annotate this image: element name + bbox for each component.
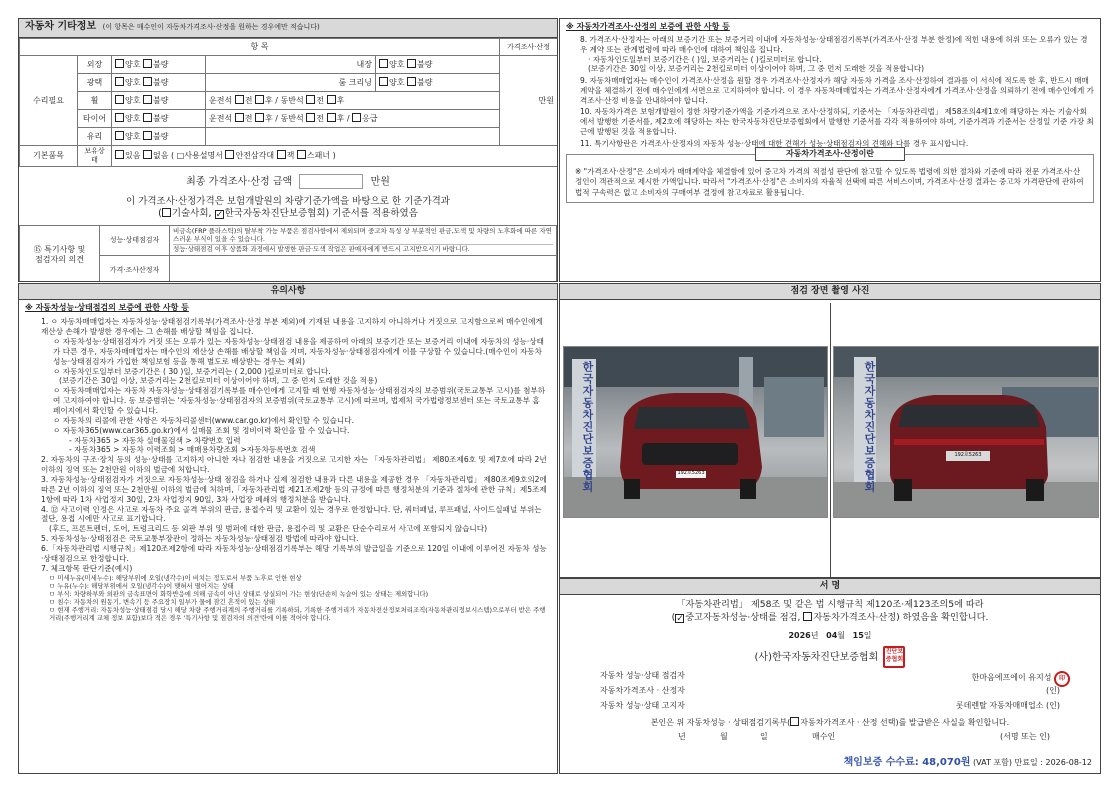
notice-p4: ㅇ 자동차매매업자는 자동차 자동차성능·상태점검기록부를 매수인에게 고지할 때 현행 자동차성능·상태점검자의 보증범위(국토교통부 고시)를 첨부하여 고지하여야 합니다. 동 보증범위는 '자동차성능·상태점검자의 보증범위(국토교통부 고시)에 따르며, 법제처 국가법령정보센터 또는 국토교통부 홈페이지에서 확인할 수 있습니다. [53, 386, 546, 415]
inspection-photo-rear[interactable] [833, 346, 1099, 518]
confirm-line: 본인은 위 자동차성능 · 상태점검기록부( 자동차가격조사 · 산정 선택)를 발급받은 사실을 확인합니다. [650, 718, 1010, 727]
notice-p12: 7. 체크항목 판단기준(예시) [41, 563, 133, 573]
final-price-unit: 만원 [370, 176, 390, 187]
notice-s1: ㅁ 미세누유(미세누수): 해당부위에 오일(냉각수)이 비치는 정도로서 부품 노후로 인한 현상 [49, 573, 302, 582]
inspector-seal: 印 [1054, 671, 1070, 687]
role1-label: 자동차 성능·상태 점검자 [600, 671, 685, 680]
special-notes-table [19, 225, 557, 282]
notice-p6a: - 자동차365 > 자동차 실매물검색 > 차량번호 입력 [69, 435, 241, 445]
spanner-checkbox[interactable] [297, 150, 306, 159]
basic-have-checkbox[interactable] [115, 150, 124, 159]
fee-vat: (VAT 포함) [973, 757, 1012, 767]
exterior-good-checkbox[interactable] [115, 59, 124, 68]
row-tire-label: 타이어 [78, 110, 112, 128]
tire-driver-rear-checkbox[interactable] [255, 113, 264, 122]
price-guarantee-heading: ※ 자동차가격조사·산정의 보증에 관한 사항 등 [566, 22, 730, 31]
price-definition-box [566, 149, 1094, 202]
other-info-subtitle: (이 항목은 매수인이 자동차가격조사·산정을 원하는 경우에만 적습니다) [102, 23, 320, 31]
repair-needed-label: 수리필요 [20, 56, 78, 146]
role2-label: 자동차가격조사 · 산정자 [600, 686, 685, 695]
signature-panel [559, 578, 1101, 774]
wheel-passenger-rear-checkbox[interactable] [327, 95, 336, 104]
fee-expire: 만료일 : 2026-08-12 [1014, 757, 1092, 767]
item-8-sub1: · 자동차인도일부터 보증기간은 ( )일, 보증거리는 ( )킬로미터로 합니다. [588, 54, 822, 64]
notice-s5: ㅁ 현재 주행거리: 자동차성능·상태점검 당시 해당 차량 주행거리계의 주행거리를 기록하되, 기록한 주행거리가 자동차전산정보처리조직(자동차관리정보시스템)으로부터 받은 주행거리(주행거리계 교체 정보 포함)보다 적은 경우 '특기사항 및 점검자의 의견'란에 이를 적어야 합니다. [49, 605, 546, 622]
gloss-options: 양호 불량 [112, 74, 206, 92]
photo-head: 점검 장면 촬영 사진 [560, 284, 1100, 300]
tire-position-options: 운전석 전 후 / 동반석 전 후 / 응급 [206, 110, 500, 128]
notice-p1: 1. ㅇ 자동차매매업자는 자동차성능·상태점검기록부(가격조사·산정 부분 제외)에 기재된 내용을 고지하지 아니하거나 거짓으로 고지함으로써 매수인에게 재산상 손해가 발생한 경우에는 그 손해를 배상할 책임을 집니다. [41, 317, 543, 337]
sign-date: 2026년 04월 15일 [788, 631, 872, 640]
final-price-row [19, 174, 557, 189]
tire-options: 양호 불량 [112, 110, 206, 128]
price-basis-line2: ( 기술사회, ✓ 한국자동차진단보증협회) 기준서를 적용하였음 [19, 208, 557, 221]
basic-none-checkbox[interactable] [143, 150, 152, 159]
notice-head: 유의사항 [19, 284, 557, 300]
item-11: 11. 특기사항란은 가격조사·산정자의 자동차 성능·상태에 대한 견해가 성능·상태점검자의 견해와 다를 경우 표시합니다. [580, 138, 969, 148]
buyer-signature[interactable]: (서명 또는 인) [1000, 732, 1050, 741]
buyer-line: 년 월 일 매수인 (서명 또는 인) [678, 732, 1050, 741]
price-guarantee-panel [559, 18, 1101, 282]
sign-roles [560, 671, 1100, 715]
basic-status-label: 보유상태 [78, 146, 112, 167]
notice-p8: 3. 자동차성능·상태점검자가 거짓으로 자동차성능·상태 점검을 하거나 실제 점검한 내용과 다른 내용을 제공한 경우 「자동차관리법」 제80조제9호의2에 따른 2년 이하의 징역 또는 2천만원 이하의 벌금에 처하며,「자동차관리법 제21조제2항 등의 규정에 따른 행정처분의 기준과 절차에 관한 규칙」제5조제1항에 따라 1차 사업정지 30일, 2차 사업정지 90일, 3차 사업장 폐쇄의 행정처분을 받습니다. [41, 475, 547, 504]
price-basis-line1: 이 가격조사·산정가격은 보험개발원의 차량기준가액을 바탕으로 한 기준가격과 [126, 195, 450, 207]
wheel-options: 양호 불량 [112, 92, 206, 110]
row-wheel-label: 휠 [78, 92, 112, 110]
sign-org-row [560, 646, 1100, 668]
glass-good-checkbox[interactable] [115, 131, 124, 140]
tire-emergency-checkbox[interactable] [352, 113, 361, 122]
notice-s4: ㅁ 침수: 자동차의 원동기, 변속기 등 주요장치 일부가 물에 잠긴 흔적이 있는 상태 [49, 597, 276, 606]
notice-s2: ㅁ 누유(누수): 해당부위에서 오일(냉각수)이 맺혀서 떨어지는 상태 [49, 581, 234, 590]
price-inspector-notes[interactable] [170, 255, 557, 282]
notice-p11: 6.「자동차관리법 시행규칙」제120조제2항에 따라 자동차성능·상태점검기록부는 해당 기록부의 발급일을 기준으로 120일 이내에 이루어진 자동차 성능·상태점검으로 한정합니다. [41, 544, 547, 563]
rear-photo-side-text: 한국자동차진단보증협회 [863, 361, 876, 493]
gloss-good-checkbox[interactable] [115, 77, 124, 86]
front-car-graphic [564, 347, 828, 518]
basic-items-options: 있음 없음 ( □사용설명서 안전삼각대 잭 스패너 ) [112, 146, 558, 167]
notice-p10: 5. 자동차성능·상태점검은 국토교통부장관이 정하는 자동차성능·상태점검 방법에 따라야 합니다. [41, 534, 359, 544]
used-car-inspection-checkbox[interactable] [675, 614, 684, 623]
role2-value: (인) [1046, 686, 1060, 695]
notice-p3: ㅇ 자동차인도일부터 보증기간은 ( 30 )일, 보증거리는 ( 2,000 )킬로미터로 합니다. [53, 366, 331, 376]
interior-good-checkbox[interactable] [379, 59, 388, 68]
tire-passenger-rear-checkbox[interactable] [327, 113, 336, 122]
header-price: 가격조사·산정 [500, 39, 558, 56]
tech-society-checkbox[interactable] [162, 208, 171, 217]
other-info-header [19, 19, 557, 38]
special-notes-label: ⑮ 특기사항 및 점검자의 의견 [20, 226, 100, 282]
room-clean-good-checkbox[interactable] [379, 77, 388, 86]
notice-heading: ※ 자동차성능·상태점검의 보증에 관한 사항 등 [25, 303, 189, 313]
jack-checkbox[interactable] [277, 150, 286, 159]
price-definition-title: 자동차가격조사·산정이란 [755, 147, 905, 161]
row-gloss-label: 광택 [78, 74, 112, 92]
front-photo-side-text: 한국자동차진단보증협회 [581, 361, 594, 493]
gloss-bad-checkbox[interactable] [143, 77, 152, 86]
rear-photo-plate: 192호5263 [954, 452, 982, 458]
item-8-sub2: (보증기간은 30일 이상, 보증거리는 2천킬로미터 이상이어야 하며, 그 중 먼저 도래한 것을 적용합니다) [588, 64, 925, 74]
room-clean-options: 양호 불량 [376, 74, 500, 92]
wheel-driver-rear-checkbox[interactable] [255, 95, 264, 104]
front-photo-plate: 192호5263 [677, 470, 705, 476]
tire-bad-checkbox[interactable] [143, 113, 152, 122]
tire-driver-front-checkbox[interactable] [235, 113, 244, 122]
fee-line [844, 757, 1092, 770]
other-info-title: 자동차 기타정보 [25, 21, 97, 32]
price-inspector-label: 가격·조사산정자 [100, 255, 170, 282]
notice-p2: ㅇ 자동차성능·상태점검자가 거짓 또는 오류가 있는 자동차성능·상태점검 내용을 제공하여 아래의 보증기간 또는 보증거리 이내에 자동차의 성능·상태가 다른 경우, 자동차매매업자는 매수인의 재산상 손해를 배상할 책임을 지며, 자동차성능·상태점검자에게 이를 구상할 수 있습니다.(매수인이 자동차성능·상태점검자가 가입한 책임보험 등을 통해 별도로 배상받는 경우는 제외) [53, 336, 544, 366]
item-9: 9. 자동차매매업자는 매수인이 가격조사·산정을 원할 경우 가격조사·산정자가 해당 자동차 가격을 조사·산정하여 결과를 이 서식에 적도록 한 후, 반드시 매매계약을 체결하기 전에 매수인에게 서면으로 고지하여야 합니다. 이 경우 자동차매매업자는 가격조사·산정자에게 가격조사·산정을 의뢰하기 전에 매수인에게 가격조사·산정 비용을 안내하여야 합니다. [580, 76, 1094, 105]
wheel-bad-checkbox[interactable] [143, 95, 152, 104]
notice-p9b: (후드, 프론트펜더, 도어, 트렁크리드 등 외판 부위 및 범퍼에 대한 판금, 용접수리 및 교환은 단순수리로서 사고에 포함되지 않습니다) [49, 524, 488, 534]
notice-p5: ㅇ 자동차의 리콜에 관한 사항은 자동차리콜센터(www.car.go.kr)에서 확인할 수 있습니다. [53, 415, 354, 425]
wheel-driver-front-checkbox[interactable] [235, 95, 244, 104]
sign-line1: 「자동차관리법」 제58조 및 같은 법 시행규칙 제120조·제123조의5에 따라 [676, 599, 984, 611]
row-glass-label: 유리 [78, 128, 112, 146]
notice-s3: ㅁ 부식: 차량하부와 외판의 금속표면이 화학반응에 의해 금속이 아닌 상태로 상실되어 가는 현상(단순히 녹슬어 있는 상태는 제외합니다) [49, 589, 429, 598]
notice-p6: ㅇ 자동차365(www.car365.go.kr)에서 실매물 조회 및 정비이력 확인을 할 수 있습니다. [53, 425, 350, 435]
item-8: 8. 가격조사·산정자는 아래의 보증기간 또는 보증거리 이내에 자동차성능·상태점검기록부(가격조사·산정 부분 한정)에 적힌 내용에 허위 또는 오류가 있는 경우 계약 또는 관계법령에 따라 매수인에 대하여 책임을 집니다. [580, 35, 1088, 54]
row-room-clean-label: 룸 크리닝 [206, 74, 376, 92]
fee-amount: 책임보증 수수료: 48,070원 [843, 756, 971, 768]
inspection-photo-front[interactable] [563, 346, 828, 518]
inspector-notes: 비금속(FRP 플라스틱)의 탈부착 가능 부품은 점검사항에서 제외되며 중고차 특성 상 부분적인 판금,도색 및 차량의 노후화에 따른 자연스러운 부식이 있을 수 있습니다. 성능·상태점검 이후 상품화 과정에서 발생한 판금·도색 작업은 판매자에게 반드시 고지받으시기 바랍니다. [170, 226, 557, 255]
tire-passenger-front-checkbox[interactable] [306, 113, 315, 122]
price-basis-text [19, 196, 557, 222]
role1-value: 한마음에프에이 유지성 [971, 673, 1052, 682]
row-exterior-label: 외장 [78, 56, 112, 74]
photo-panel [559, 283, 1101, 578]
vehicle-other-info-panel [18, 18, 558, 282]
tire-good-checkbox[interactable] [115, 113, 124, 122]
item-10: 10. 자동차가격은 보험개발원이 정한 차량기준가액을 기준가격으로 조사·산정하되, 기준서는 「자동차관리법」 제58조의4제1호에 해당하는 자는 기술사회에서 발행한 기준서를, 제2호에 해당하는 자는 한국자동차진단보증협회에서 발행한 기준서를 각각 적용하여야 하며, 기준가격과 기준서는 산정일 기준 가장 최근에 발행된 것을 적용합니다. [580, 107, 1094, 136]
org-stamp: 진단보증협회 [883, 646, 905, 668]
glass-bad-checkbox[interactable] [143, 131, 152, 140]
role3-value: 롯데렌탈 자동차매매업소 (인) [955, 701, 1060, 710]
interior-options: 양호 불량 [376, 56, 500, 74]
notice-panel [18, 283, 558, 774]
final-price-label: 최종 가격조사·산정 금액 [186, 176, 293, 187]
notice-p9: 4. ⑫ 사고이력 인정은 사고로 자동차 주요 골격 부위의 판금, 용접수리 및 교환이 있는 경우로 한정합니다. 단, 쿼터패널, 루프패널, 사이드실패널 부위는 절단, 용접 시에만 사고로 표기합니다. [41, 504, 542, 524]
notice-p3b: (보증기간은 30일 이상, 보증거리는 2천킬로미터 이상이어야 하며, 그 중 먼저 도래한 것을 적용) [59, 376, 378, 386]
header-item: 항 목 [20, 39, 500, 56]
exterior-bad-checkbox[interactable] [143, 59, 152, 68]
signature-head: 서 명 [560, 579, 1100, 595]
wheel-passenger-front-checkbox[interactable] [306, 95, 315, 104]
role3-label: 자동차 성능·상태 고지자 [600, 701, 685, 710]
glass-options: 양호 불량 [112, 128, 206, 146]
wheel-position-options: 운전석 전 후 / 동반석 전 후 [206, 92, 500, 110]
price-amount-cell: 만원 [500, 56, 558, 146]
interior-bad-checkbox[interactable] [407, 59, 416, 68]
exterior-options: 양호 불량 [112, 56, 206, 74]
inspector-label: 성능·상태점검자 [100, 226, 170, 255]
other-info-table [19, 38, 558, 167]
price-definition-text: ※ "가격조사·산정"은 소비자가 매매계약을 체결함에 있어 중고차 가격의 적절성 판단에 참고할 수 있도록 법령에 의한 절차와 기준에 따라 전문 가격조사·산정인이 객관적으로 제시한 가액입니다. 따라서 "가격조사·산정"은 소비자의 자율적 선택에 따른 서비스이며, 가격조사·산정 결과는 중고차 가격판단에 관하여 법적 구속력은 없고 소비자의 구매여부 결정에 참고자료로 활용됩니다. [575, 167, 1084, 197]
triangle-checkbox[interactable] [225, 150, 234, 159]
basic-items-label: 기본품목 [20, 146, 78, 167]
row-interior-label: 내장 [206, 56, 376, 74]
kadia-checkbox[interactable] [215, 210, 224, 219]
final-price-input[interactable] [299, 174, 363, 189]
sign-org: (사)한국자동차진단보증협회 [754, 652, 879, 663]
price-survey-checkbox[interactable] [803, 612, 812, 621]
sign-line2: (✓ 중고자동차성능·상태를 점검, 자동차가격조사·산정) 하였음을 확인합니다. [560, 612, 1100, 625]
notice-p6b: - 자동차365 > 자동차 이력조회 > 매매용차량조회 >자동차등록번호 검색 [69, 445, 316, 455]
room-clean-bad-checkbox[interactable] [407, 77, 416, 86]
confirm-price-checkbox[interactable] [790, 717, 799, 726]
notice-p7: 2. 자동차의 구조·장치 등의 성능·상태를 고지하지 아니한 자나 점검한 내용을 거짓으로 고지한 자는 「자동차관리법」 제80조제6호 및 제7호에 따라 2년 이하의 징역 또는 2천만원 이하의 벌금에 처합니다. [41, 455, 547, 475]
wheel-good-checkbox[interactable] [115, 95, 124, 104]
